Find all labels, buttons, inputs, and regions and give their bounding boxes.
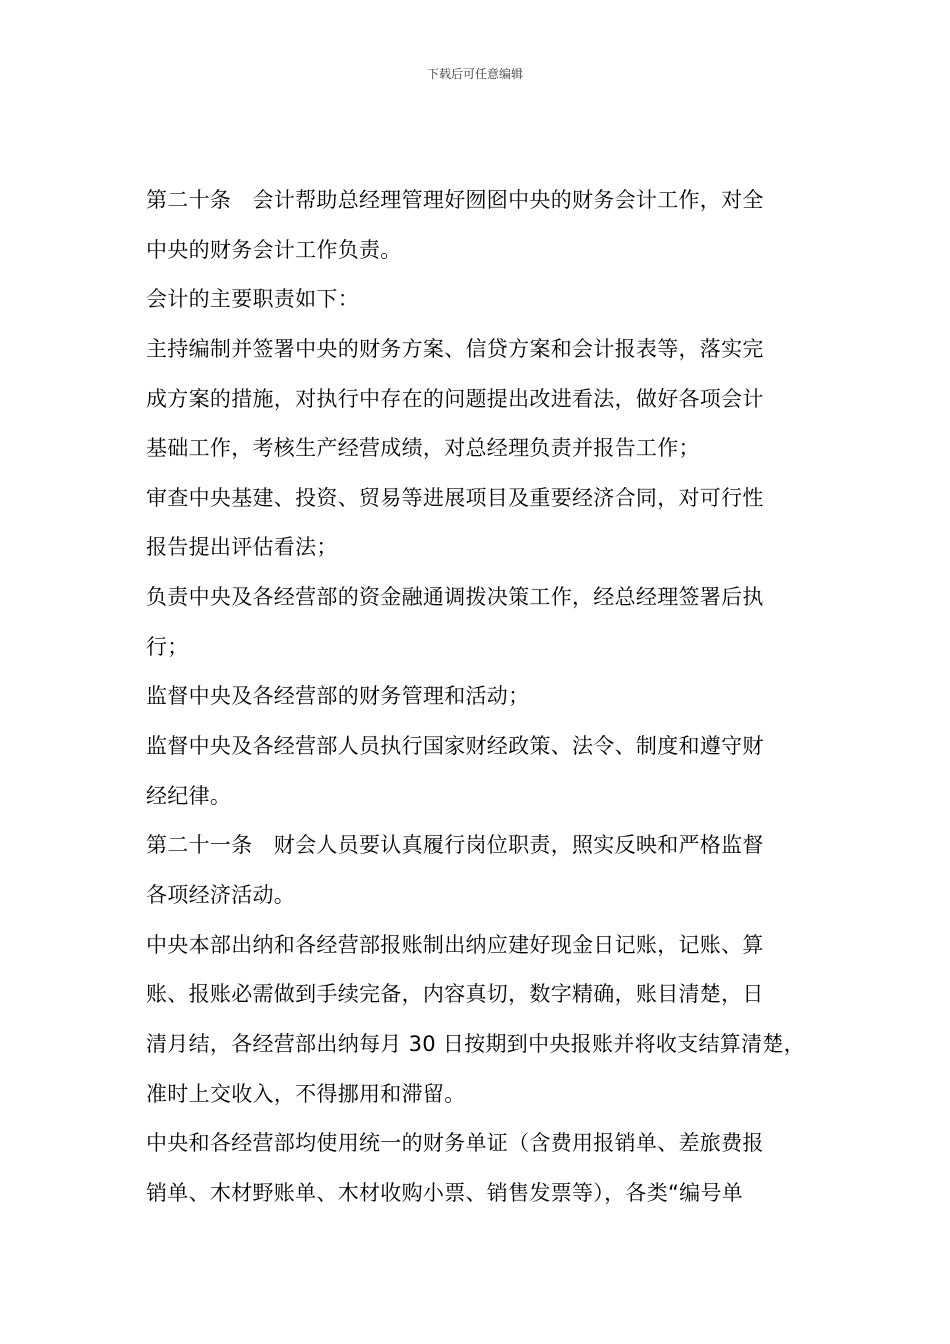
text-line: 监督中央及各经营部人员执行国家财经政策、法令、制度和遵守财	[146, 734, 764, 759]
text-line: 监督中央及各经营部的财务管理和活动；	[146, 684, 530, 709]
page-header: 下载后可任意编辑	[426, 67, 523, 81]
text-line: 会计的主要职责如下：	[146, 287, 359, 312]
text-line: 第二十条 会计帮助总经理管理好囫囵中央的财务会计工作，对全	[146, 188, 764, 212]
text-line: 准时上交收入，不得挪用和滞留。	[146, 1081, 466, 1106]
text-line: 第二十一条 财会人员要认真履行岗位职责，照实反映和严格监督	[146, 833, 764, 858]
text-line: 审查中央基建、投资、贸易等进展项目及重要经济合同，对可行性	[146, 485, 764, 510]
text-line: 基础工作，考核生产经营成绩，对总经理负责并报告工作；	[146, 436, 700, 461]
text-line: 中央的财务会计工作负责。	[146, 237, 402, 262]
text-line: 负责中央及各经营部的资金融通调拨决策工作，经总经理签署后执	[146, 585, 764, 610]
text-line: 销单、木材野账单、木材收购小票、销售发票等），各类“编号单	[146, 1180, 744, 1205]
text-line: 账、报账必需做到手续完备，内容真切，数字精确，账目清楚，日	[146, 982, 764, 1007]
document-body	[146, 178, 822, 1220]
text-line: 行；	[146, 634, 189, 659]
text-line: 中央本部出纳和各经营部报账制出纳应建好现金日记账，记账、算	[146, 932, 764, 957]
text-line: 中央和各经营部均使用统一的财务单证（含费用报销单、差旅费报	[146, 1131, 764, 1156]
text-line: 清月结，各经营部出纳每月 30 日按期到中央报账并将收支结算清楚，	[146, 1031, 805, 1056]
text-line: 成方案的措施，对执行中存在的问题提出改进看法，做好各项会计	[146, 386, 764, 411]
text-line: 经纪律。	[146, 783, 232, 808]
text-line: 报告提出评估看法；	[146, 535, 338, 560]
text-line: 各项经济活动。	[146, 882, 296, 907]
text-line: 主持编制并签署中央的财务方案、信贷方案和会计报表等，落实完	[146, 336, 764, 361]
